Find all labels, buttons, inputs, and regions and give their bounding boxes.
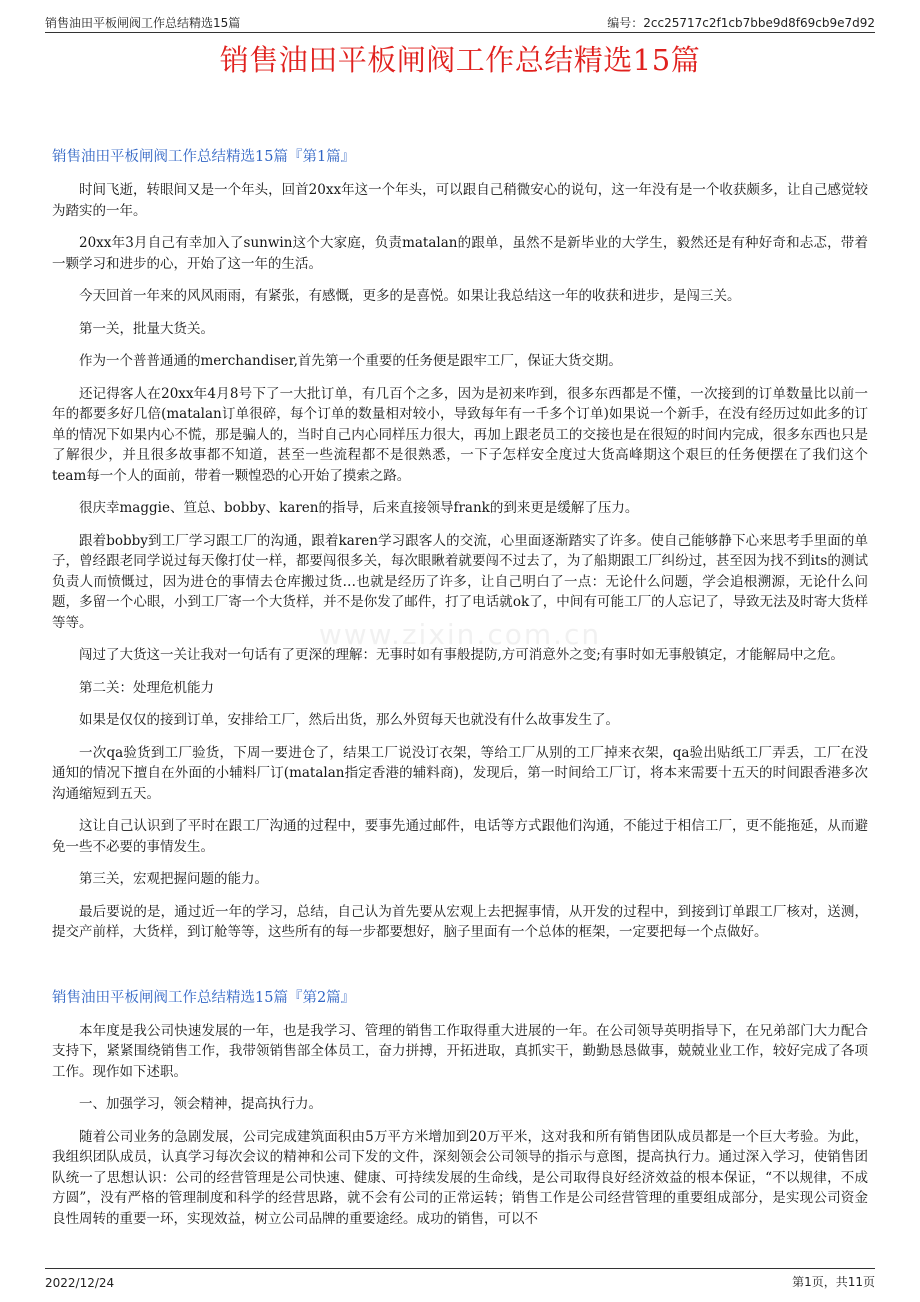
paragraph: 一、加强学习，领会精神，提高执行力。 <box>79 1096 322 1112</box>
watermark: www.zixin.com.cn <box>318 618 602 651</box>
paragraph: 这让自己认识到了平时在跟工厂沟通的过程中，要事先通过邮件，电话等方式跟他们沟通，不能过于相信工厂，更不能拖延，从而避免一些不必要的事情发生。 <box>52 818 868 855</box>
paragraph: 闯过了大货这一关让我对一句话有了更深的理解：无事时如有事般提防,方可消意外之变;有事时如无事般镇定，才能解局中之危。 <box>79 647 844 663</box>
footer-page-info: 第1页，共11页 <box>792 1275 875 1289</box>
paragraph: 今天回首一年来的风风雨雨，有紧张，有感慨，更多的是喜悦。如果让我总结这一年的收获和进步，是闯三关。 <box>79 288 741 304</box>
paragraph: 跟着bobby到工厂学习跟工厂的沟通，跟着karen学习跟客人的交流，心里面逐渐踏实了许多。使自己能够静下心来思考手里面的单子，曾经跟老同学说过每天像打仗一样，都要闯很多关，每次眼瞅着就要闯不过去了，为了船期跟工厂纠纷过，甚至因为找不到its的测试负责人而愤慨过，因为进仓的事情去仓库搬过货…也就是经历了许多，让自己明白了一点：无论什么问题，学会追根溯源，无论什么问题，多留一个心眼，小到工厂寄一个大货样，并不是你发了邮件，打了电话就ok了，中间有可能工厂的人忘记了，导致无法及时寄大货样等等。 <box>52 532 868 631</box>
paragraph: 第二关：处理危机能力 <box>79 679 214 696</box>
paragraph: 最后要说的是，通过近一年的学习，总结，自己认为首先要从宏观上去把握事情，从开发的过程中，到接到订单跟工厂核对，送测，提交产前样，大货样，到订舱等等，这些所有的每一步都要想好，脑子里面有一个总体的框架，一定要把每一个点做好。 <box>52 903 868 940</box>
document-title: 销售油田平板闸阀工作总结精选15篇 <box>219 43 701 77</box>
page-footer <box>45 1268 875 1290</box>
paragraph: 本年度是我公司快速发展的一年，也是我学习、管理的销售工作取得重大进展的一年。在公司领导英明指导下，在兄弟部门大力配合支持下，紧紧围绕销售工作，我带领销售部全体员工，奋力拼搏，开拓进取，真抓实干，勤勤恳恳做事，兢兢业业工作，较好完成了各项工作。现作如下述职。 <box>52 1022 868 1080</box>
paragraph: 第一关，批量大货关。 <box>79 320 214 337</box>
page-header <box>45 12 875 33</box>
header-code-label: 编号： <box>607 15 644 30</box>
header-doc-name: 销售油田平板闸阀工作总结精选15篇 <box>45 15 241 30</box>
document-body <box>52 146 868 1258</box>
paragraph: 如果是仅仅的接到订单，安排给工厂，然后出货，那么外贸每天也就没有什么故事发生了。 <box>79 712 619 728</box>
paragraph: 时间飞逝，转眼间又是一个年头，回首20xx年这一个年头，可以跟自己稍微安心的说句，这一年没有是一个收获颇多，让自己感觉较为踏实的一年。 <box>52 182 868 219</box>
header-code-value: 2cc25717c2f1cb7bbe9d8f69cb9e7d92 <box>643 15 875 30</box>
section-2-heading[interactable]: 销售油田平板闸阀工作总结精选15篇『第2篇』 <box>52 989 356 1006</box>
paragraph: 第三关，宏观把握问题的能力。 <box>79 871 268 887</box>
paragraph: 作为一个普普通通的merchandiser,首先第一个重要的任务便是跟牢工厂，保证大货交期。 <box>79 353 622 369</box>
paragraph: 还记得客人在20xx年4月8号下了一大批订单，有几百个之多，因为是初来咋到，很多东西都是不懂，一次接到的订单数量比以前一年的都要多好几倍(matalan订单很碎，每个订单的数量相对较小，导致每年有一千多个订单)如果说一个新手，在没有经历过如此多的订单的情况下如果内心不慌，那是骗人的，当时自己内心同样压力很大，再加上跟老员工的交接也是在很短的时间内完成，很多东西也只是了解很少，并且很多故事都不知道，甚至一些流程都不是很熟悉，一下子怎样安全度过大货高峰期这个艰巨的任务便摆在了我们这个team每一个人的面前，带着一颗惶恐的心开始了摸索之路。 <box>52 385 868 484</box>
paragraph: 20xx年3月自己有幸加入了sunwin这个大家庭，负责matalan的跟单，虽然不是新毕业的大学生，毅然还是有种好奇和忐忑，带着一颗学习和进步的心，开始了这一年的生活。 <box>52 235 868 272</box>
paragraph: 随着公司业务的急剧发展，公司完成建筑面积由5万平方米增加到20万平米，这对我和所有销售团队成员都是一个巨大考验。为此，我组织团队成员，认真学习每次会议的精神和公司下发的文件，深刻领会公司领导的指示与意图，提高执行力。通过深入学习，使销售团队统一了思想认识：公司的经营管理是公司快速、健康、可持续发展的生命线，是公司取得良好经济效益的根本保证，“不以规律，不成方圆”，没有严格的管理制度和科学的经营思路，就不会有公司的正常运转；销售工作是公司经营管理的重要组成部分，是实现公司资金良性周转的重要一环，实现效益，树立公司品牌的重要途经。成功的销售，可以不 <box>52 1128 868 1227</box>
header-code <box>607 14 875 31</box>
paragraph: 一次qa验货到工厂验货，下周一要进仓了，结果工厂说没订衣架，等给工厂从别的工厂掉来衣架，qa验出贴纸工厂弄丢，工厂在没通知的情况下擅自在外面的小辅料厂订(matalan指定香港的辅料商)，发现后，第一时间给工厂订，将本来需要十五天的时间跟香港多次沟通缩短到五天。 <box>52 744 868 802</box>
footer-date: 2022/12/24 <box>45 1276 115 1290</box>
paragraph: 很庆幸maggie、笪总、bobby、karen的指导，后来直接领导frank的到来更是缓解了压力。 <box>79 500 639 516</box>
section-1-heading[interactable]: 销售油田平板闸阀工作总结精选15篇『第1篇』 <box>52 149 356 165</box>
